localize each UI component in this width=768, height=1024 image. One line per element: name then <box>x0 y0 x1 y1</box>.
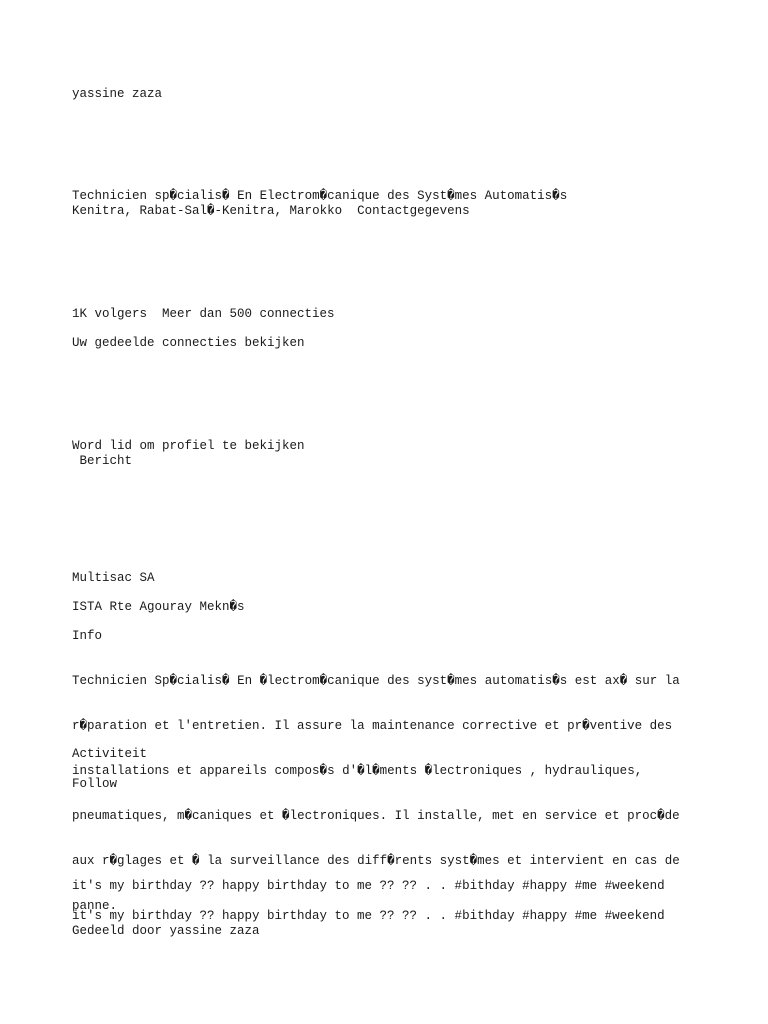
follower-stats: 1K volgers Meer dan 500 connecties <box>72 307 335 321</box>
school-name: ISTA Rte Agouray Mekn�s <box>72 600 245 614</box>
profile-location: Kenitra, Rabat-Sal�-Kenitra, Marokko Contactgegevens <box>72 204 470 218</box>
company-name: Multisac SA <box>72 571 155 585</box>
info-line: panne. <box>72 899 118 913</box>
shared-connections-link[interactable]: Uw gedeelde connecties bekijken <box>72 336 305 350</box>
info-line: pneumatiques, m�caniques et �lectroniques. Il installe, met en service et proc�de <box>72 809 680 823</box>
activity-post[interactable]: it's my birthday ?? happy birthday to me ?? ?? . . #bithday #happy #me #weekend <box>72 879 665 893</box>
info-heading: Info <box>72 629 103 643</box>
info-line: aux r�glages et � la surveillance des diff�rents syst�mes et intervient en cas de <box>72 854 680 868</box>
profile-headline: Technicien sp�cialis� En Electrom�canique des Syst�mes Automatis�s <box>72 189 568 203</box>
info-line: r�paration et l'entretien. Il assure la maintenance corrective et pr�ventive des <box>72 719 673 733</box>
activity-heading: Activiteit <box>72 747 148 761</box>
message-button[interactable]: Bericht <box>72 454 133 468</box>
info-line: installations et appareils compos�s d'�l�ments �lectroniques , hydrauliques, <box>72 764 643 778</box>
profile-name: yassine zaza <box>72 87 163 101</box>
follow-button[interactable]: Follow <box>72 777 118 791</box>
activity-post[interactable]: it's my birthday ?? happy birthday to me ?? ?? . . #bithday #happy #me #weekend <box>72 909 665 923</box>
info-line: Technicien Sp�cialis� En �lectrom�canique des syst�mes automatis�s est ax� sur la <box>72 674 680 688</box>
join-to-view-link[interactable]: Word lid om profiel te bekijken <box>72 439 305 453</box>
shared-by-text: Gedeeld door yassine zaza <box>72 924 260 938</box>
